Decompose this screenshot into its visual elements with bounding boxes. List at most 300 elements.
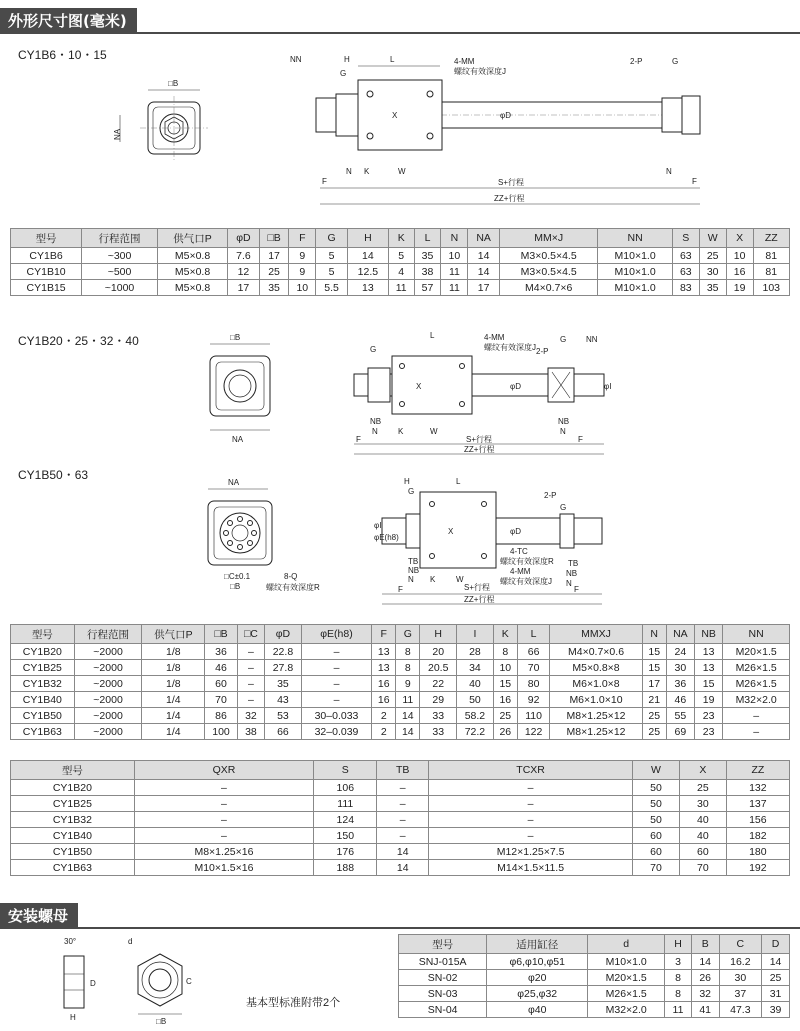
table-cell: 26 [691,970,719,986]
table-cell: CY1B63 [11,724,75,740]
table-cell: M12×1.25×7.5 [429,844,633,860]
table-cell: 26 [493,724,517,740]
table-header-cell: 型号 [11,229,82,248]
table-header-cell: X [679,761,726,780]
table-cell: 12 [228,264,260,280]
dim-g: G [340,69,347,78]
table-header-cell: d [588,935,665,954]
drawing-cy1b6-side-view [280,50,720,210]
table-cell: – [429,828,633,844]
section-rule [0,32,800,34]
table-cell: 14 [762,954,790,970]
table-cell: 36 [666,676,694,692]
dim-g3r: G [560,503,567,512]
table-cell: 13 [372,660,396,676]
table-header-cell: W [699,229,726,248]
drawing-cy1b50-end-view [190,475,330,595]
dim-n: N [346,167,352,176]
table-cell: 8 [665,986,692,1002]
table-cell: SN-04 [399,1002,487,1018]
dim-w2: W [430,427,438,436]
table-cell: 9 [289,248,316,264]
table-header-cell: K [493,625,517,644]
table-cell: 31 [762,986,790,1002]
table-header-cell: NA [468,229,500,248]
table-cell: 17 [228,280,260,296]
table-cell: 9 [289,264,316,280]
table-cell: 81 [753,248,789,264]
table-cell: 17 [259,248,289,264]
table-cell: 38 [237,724,264,740]
table-row [11,860,790,876]
table-cell: 16 [372,692,396,708]
dim-phii3: φI [374,521,382,530]
table-header-cell: 供气口P [142,625,205,644]
table-cell: 40 [457,676,494,692]
table-cell: M10×1.0 [598,264,672,280]
dim-2p: 2-P [630,57,643,66]
dim-phii2: φI [604,382,612,391]
table-cell: 50 [633,796,680,812]
table-cell: M5×0.8 [157,248,227,264]
table-cell: 4 [388,264,414,280]
table-cell: – [429,780,633,796]
dim-f-right: F [692,177,697,186]
table-cy1b20-63 [10,624,790,740]
table-cell: M20×1.5 [723,644,790,660]
table-cell: 25 [642,708,666,724]
table-cell: – [301,676,371,692]
table-header-cell: G [316,229,348,248]
table-cell: M10×1.0 [598,248,672,264]
series-label-1: CY1B6・10・15 [18,48,107,62]
table-row [399,986,790,1002]
table-cell: 11 [665,1002,692,1018]
dim-f-left: F [322,177,327,186]
table-cell: 39 [762,1002,790,1018]
table-row [11,248,790,264]
table-header-row [399,935,790,954]
dim-nb3r: NB [566,569,578,578]
table-cell: 22.8 [265,644,302,660]
table-cell: ~2000 [74,676,142,692]
table-cell: 14 [468,264,500,280]
table-cell: 15 [642,660,666,676]
table-header-cell: 型号 [399,935,487,954]
drawing-cy1b6-end-view [100,70,220,180]
table-cell: CY1B6 [11,248,82,264]
table-cell: 37 [719,986,761,1002]
table-cell: 55 [666,708,694,724]
table-cell: ~2000 [74,644,142,660]
table-cell: 70 [633,860,680,876]
table-cell: 86 [205,708,238,724]
table-cell: M26×1.5 [723,676,790,692]
table-cell: 12.5 [347,264,388,280]
dim-phid2: φD [510,382,521,391]
table-row [11,676,790,692]
table-cell: M3×0.5×4.5 [499,248,597,264]
table-cell: 25 [699,248,726,264]
dim-d-lower: d [128,937,133,946]
drawing-cy1b20-side-view [340,326,630,458]
table-header-cell: N [642,625,666,644]
table-cell: – [237,660,264,676]
table-cell: 8 [665,970,692,986]
dim-g2r: G [560,335,567,344]
table-cell: 63 [672,248,699,264]
table-cell: 47.3 [719,1002,761,1018]
table-cell: CY1B40 [11,828,135,844]
table-cell: CY1B20 [11,644,75,660]
dim-s-stroke: S+行程 [498,178,525,187]
table-cell: 11 [396,692,420,708]
table-cell: 13 [372,644,396,660]
drawing-cy1b50-side-view [360,470,620,606]
table-header-cell: H [347,229,388,248]
table-cell: 35 [265,676,302,692]
table-cell: 32–0.039 [301,724,371,740]
dim-k3: K [430,575,436,584]
table-cell: 11 [388,280,414,296]
table-cell: 1/8 [142,676,205,692]
table-row [11,724,790,740]
section-rule [0,927,800,929]
table-header-cell: TB [377,761,429,780]
table-header-cell: TCXR [429,761,633,780]
table-cell: 180 [726,844,789,860]
table-cell: – [429,796,633,812]
table-cell: 46 [205,660,238,676]
dim-phie3: φE(h8) [374,533,399,542]
dim-h: H [344,55,350,64]
table-header-cell: 供气口P [157,229,227,248]
dim-4tc: 4-TC [510,547,528,556]
table-cell: M4×0.7×6 [499,280,597,296]
table-cell: ~2000 [74,692,142,708]
table-cell: 46 [666,692,694,708]
table-cell: – [301,660,371,676]
table-cell: M14×1.5×11.5 [429,860,633,876]
dim-l2: L [430,331,435,340]
table-cell: – [301,644,371,660]
table-cell: 21 [642,692,666,708]
table-cell: 1/4 [142,708,205,724]
table-row [399,970,790,986]
table-cell: 19 [726,280,753,296]
dim-l3: L [456,477,461,486]
table-cell: φ6,φ10,φ51 [487,954,588,970]
dim-2p2: 2-P [536,347,549,356]
table-cell: 80 [517,676,550,692]
table-header-cell: S [672,229,699,248]
table-cell: 16 [726,264,753,280]
table-cell: 30–0.033 [301,708,371,724]
section-title: 外形尺寸图(毫米) [0,8,137,34]
table-header-cell: NN [723,625,790,644]
table-row [11,264,790,280]
table-cell: M4×0.7×0.6 [550,644,642,660]
table-cell: 50 [457,692,494,708]
table-cell: 25 [762,970,790,986]
table-cell: φ25,φ32 [487,986,588,1002]
table-header-cell: S [314,761,377,780]
table-header-cell: 型号 [11,761,135,780]
table-cell: 83 [672,280,699,296]
table-cell: 81 [753,264,789,280]
dim-k2: K [398,427,404,436]
dim-b: □B [168,79,179,88]
table-cell: CY1B63 [11,860,135,876]
table-cell: – [723,724,790,740]
dim-zz-stroke2: ZZ+行程 [464,445,495,454]
table-cell: φ40 [487,1002,588,1018]
table-cell: 32 [237,708,264,724]
table-cell: M32×2.0 [588,1002,665,1018]
table-cell: – [723,708,790,724]
table-cell: 13 [695,660,723,676]
table-cell: – [429,812,633,828]
table-cell: 60 [633,828,680,844]
table-cell: CY1B15 [11,280,82,296]
table-cell: 16 [493,692,517,708]
table-cell: ~2000 [74,660,142,676]
table-row [11,692,790,708]
table-cell: 35 [259,280,289,296]
table-cell: 10 [493,660,517,676]
table-cell: 1/8 [142,644,205,660]
table-cell: 182 [726,828,789,844]
table-cell: 192 [726,860,789,876]
table-cell: 66 [517,644,550,660]
table-header-cell: NA [666,625,694,644]
table-cell: 70 [679,860,726,876]
dim-thread-j: 螺纹有效深度J [454,67,506,76]
table-cell: 150 [314,828,377,844]
table-cell: CY1B25 [11,796,135,812]
dim-na3: NA [228,478,240,487]
table-row [11,708,790,724]
dim-g2: G [370,345,377,354]
dim-tc-thread: 螺纹有效深度R [500,557,554,566]
table-header-cell: NB [695,625,723,644]
table-cell: M3×0.5×4.5 [499,264,597,280]
table-cell: 36 [205,644,238,660]
dim-x: X [392,111,398,120]
table-cell: M20×1.5 [588,970,665,986]
table-cell: 23 [695,724,723,740]
table-row [11,660,790,676]
table-cell: 103 [753,280,789,296]
dim-angle: 30° [64,937,77,946]
table-cell: 32 [691,986,719,1002]
dim-x3: X [448,527,454,536]
table-cell: 156 [726,812,789,828]
drawing-mounting-nut [40,934,210,1026]
table-cell: 14 [347,248,388,264]
table-cell: M10×1.5×16 [134,860,313,876]
table-row [399,1002,790,1018]
table-cell: – [377,812,429,828]
table-header-cell: B [691,935,719,954]
table-header-cell: □B [259,229,289,248]
table-cell: M8×1.25×12 [550,708,642,724]
table-cell: 35 [414,248,441,264]
table-row [11,844,790,860]
table-cell: 106 [314,780,377,796]
dim-nb3: NB [408,566,420,575]
dim-g3: G [408,487,415,496]
dim-thread-j2: 螺纹有效深度J [484,343,536,352]
dim-tb3: TB [408,557,419,566]
table-cell: SN-02 [399,970,487,986]
dim-g-right: G [672,57,679,66]
dim-4mm2: 4-MM [484,333,505,342]
table-cell: CY1B32 [11,812,135,828]
table-header-cell: C [719,935,761,954]
table-header-cell: I [457,625,494,644]
table-row [11,280,790,296]
table-cell: 25 [642,724,666,740]
table-cell: M10×1.0 [598,280,672,296]
table-cell: 50 [633,780,680,796]
table-cell: 50 [633,812,680,828]
table-cell: 10 [726,248,753,264]
table-cell: – [237,692,264,708]
dim-8q: 8-Q [284,572,298,581]
table-cell: 13 [695,644,723,660]
table-row [11,796,790,812]
table-cell: 14 [396,724,420,740]
table-cell: M26×1.5 [588,986,665,1002]
table-header-cell: NN [598,229,672,248]
table-cell: 16 [372,676,396,692]
table-header-row [11,761,790,780]
table-cell: 20 [420,644,457,660]
dim-n-right: N [666,167,672,176]
table-cell: 43 [265,692,302,708]
table-cell: 60 [679,844,726,860]
table-cell: 13 [347,280,388,296]
table-cell: 27.8 [265,660,302,676]
table-cell: SN-03 [399,986,487,1002]
table-cell: – [377,796,429,812]
table-cell: 70 [205,692,238,708]
table-cell: 30 [679,796,726,812]
table-header-cell: H [420,625,457,644]
table-header-cell: G [396,625,420,644]
table-cell: 30 [719,970,761,986]
section-title: 安装螺母 [0,903,78,929]
table-cell: M10×1.0 [588,954,665,970]
section-header-dimensions [0,8,800,34]
series-label-3: CY1B50・63 [18,468,89,482]
table-cell: 72.2 [457,724,494,740]
dim-4mm3: 4-MM [510,567,531,576]
table-cell: SNJ-015A [399,954,487,970]
table-cell: – [301,692,371,708]
table-cell: 8 [396,660,420,676]
table-cell: 9 [396,676,420,692]
table-cell: 33 [420,708,457,724]
table-header-cell: 行程范围 [74,625,142,644]
table-cell: 122 [517,724,550,740]
table-cell: M6×1.0×8 [550,676,642,692]
table-cell: 92 [517,692,550,708]
dim-l: L [390,55,395,64]
table-cell: 24 [666,644,694,660]
table-cell: – [377,780,429,796]
table-cell: 19 [695,692,723,708]
table-cell: 132 [726,780,789,796]
table-header-cell: 型号 [11,625,75,644]
table-header-cell: W [633,761,680,780]
table-cell: 1/8 [142,660,205,676]
dim-h3: H [404,477,410,486]
table-cell: 15 [695,676,723,692]
dim-f2r: F [578,435,583,444]
table-cell: CY1B32 [11,676,75,692]
table-cell: 17 [642,676,666,692]
table-cell: 5.5 [316,280,348,296]
table-cell: 2 [372,724,396,740]
table-cell: 10 [289,280,316,296]
dim-q-thread: 螺纹有效深度R [266,583,320,592]
table-header-cell: ZZ [726,761,789,780]
table-cell: 14 [691,954,719,970]
table-cell: 40 [679,812,726,828]
table-cell: 40 [679,828,726,844]
table-cell: 58.2 [457,708,494,724]
table-cell: ~500 [82,264,158,280]
drawing-cy1b20-end-view [190,330,290,450]
table-cell: 66 [265,724,302,740]
table-header-cell: □C [237,625,264,644]
table-cell: ~1000 [82,280,158,296]
table-header-cell: D [762,935,790,954]
table-header-cell: MMXJ [550,625,642,644]
dim-b2: □B [230,333,241,342]
nut-note: 基本型标准附带2个 [246,997,341,1009]
dim-2p3: 2-P [544,491,557,500]
dim-h-nut: H [70,1013,76,1022]
table-cell: 57 [414,280,441,296]
dim-zz-stroke3: ZZ+行程 [464,595,495,604]
table-cell: 22 [420,676,457,692]
table-cell: 1/4 [142,724,205,740]
table-cell: 35 [699,280,726,296]
dim-w3: W [456,575,464,584]
table-cell: 8 [493,644,517,660]
table-cell: 10 [441,248,468,264]
table-cell: 137 [726,796,789,812]
table-cell: 100 [205,724,238,740]
table-cell: 5 [316,264,348,280]
table-cell: CY1B50 [11,708,75,724]
dim-k: K [364,167,370,176]
table-cell: 38 [414,264,441,280]
dim-nn: NN [290,55,302,64]
table-cell: 14 [377,844,429,860]
table-header-cell: □B [205,625,238,644]
table-cell: ~2000 [74,724,142,740]
table-cell: 25 [679,780,726,796]
table-header-cell: H [665,935,692,954]
table-cell: 3 [665,954,692,970]
table-cell: 7.6 [228,248,260,264]
dim-f3r: F [574,585,579,594]
table-cell: CY1B25 [11,660,75,676]
